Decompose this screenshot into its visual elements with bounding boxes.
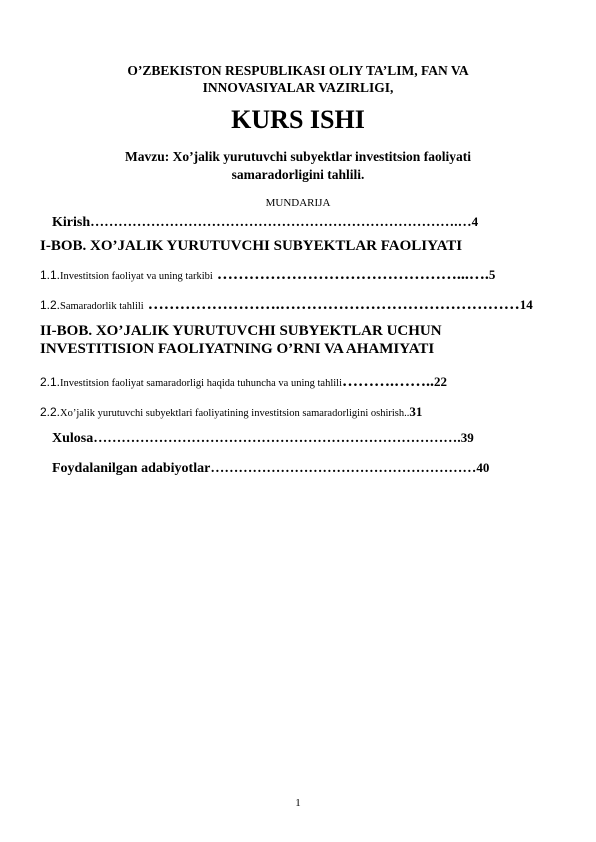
contents-heading: MUNDARIJA	[265, 197, 331, 209]
ministry-line-1: O’ZBEKISTON RESPUBLIKASI OLIY TA’LIM, FAN VA	[127, 63, 469, 78]
toc-page: 22	[434, 374, 447, 389]
toc-item-2-2	[40, 403, 558, 421]
toc-leader: …………………….………………………………………	[143, 296, 520, 313]
toc-chapter-1: I-BOB. XO’JALIK YURUTUVCHI SUBYEKTLAR FAOLIYATI	[40, 238, 463, 254]
toc-item-conclusion	[52, 430, 560, 447]
page-number: 1	[295, 797, 301, 809]
toc-leader: …………………………………………………………………….	[93, 431, 461, 446]
toc-page: 31	[409, 404, 423, 419]
toc-chapter-2-line-1: II-BOB. XO’JALIK YURUTUVCHI SUBYEKTLAR UCHUN	[40, 323, 442, 339]
document-title: KURS ISHI	[231, 105, 365, 134]
toc-label: Xulosa	[52, 431, 94, 446]
toc-label: Xo’jalik yurutuvchi subyektlari faoliyatining investitsion samaradorligini oshirish..	[60, 408, 410, 419]
toc-page: 4	[471, 214, 479, 229]
toc-number: 1.1.	[40, 268, 61, 282]
topic-line-1: Mavzu: Xo’jalik yurutuvchi subyektlar investitsion faoliyati	[125, 149, 471, 164]
toc-chapter-2-line-2: INVESTITISION FAOLIYATNING O’RNI VA AHAMIYATI	[40, 341, 435, 357]
toc-leader: ………………………………………...….	[212, 266, 489, 283]
toc-chapter-2	[40, 322, 558, 358]
toc-label: Investitsion faoliyat va uning tarkibi	[60, 271, 213, 282]
toc-number: 2.1.	[40, 375, 61, 389]
toc-leader: …………………………………………………………………….…	[90, 215, 472, 230]
toc-item-1-1	[40, 266, 558, 284]
toc-page: 39	[460, 430, 474, 445]
toc-label: Samaradorlik tahlili	[60, 301, 144, 312]
toc-number: 2.2.	[40, 405, 61, 419]
ministry-header	[40, 62, 556, 96]
topic-block	[60, 148, 536, 184]
topic-line-2: samaradorligini tahlili.	[231, 167, 365, 182]
toc-item-intro	[52, 214, 560, 231]
toc-page: 5	[488, 267, 496, 282]
toc-label: Foydalanilgan adabiyotlar	[52, 461, 211, 476]
toc-label: Kirish	[52, 215, 91, 230]
toc-page: 40	[476, 460, 490, 475]
toc-page: 14	[519, 297, 533, 312]
toc-item-references	[52, 460, 560, 477]
ministry-line-2: INNOVASIYALAR VAZIRLIGI,	[202, 80, 394, 95]
toc-item-2-1	[40, 373, 558, 391]
toc-leader: ……….……..	[342, 373, 434, 390]
toc-number: 1.2.	[40, 298, 61, 312]
toc-leader: …………………………………………………	[210, 461, 477, 476]
toc-item-1-2	[40, 296, 558, 314]
toc-label: Investitsion faoliyat samaradorligi haqida tuhuncha va uning tahlili	[60, 378, 342, 389]
